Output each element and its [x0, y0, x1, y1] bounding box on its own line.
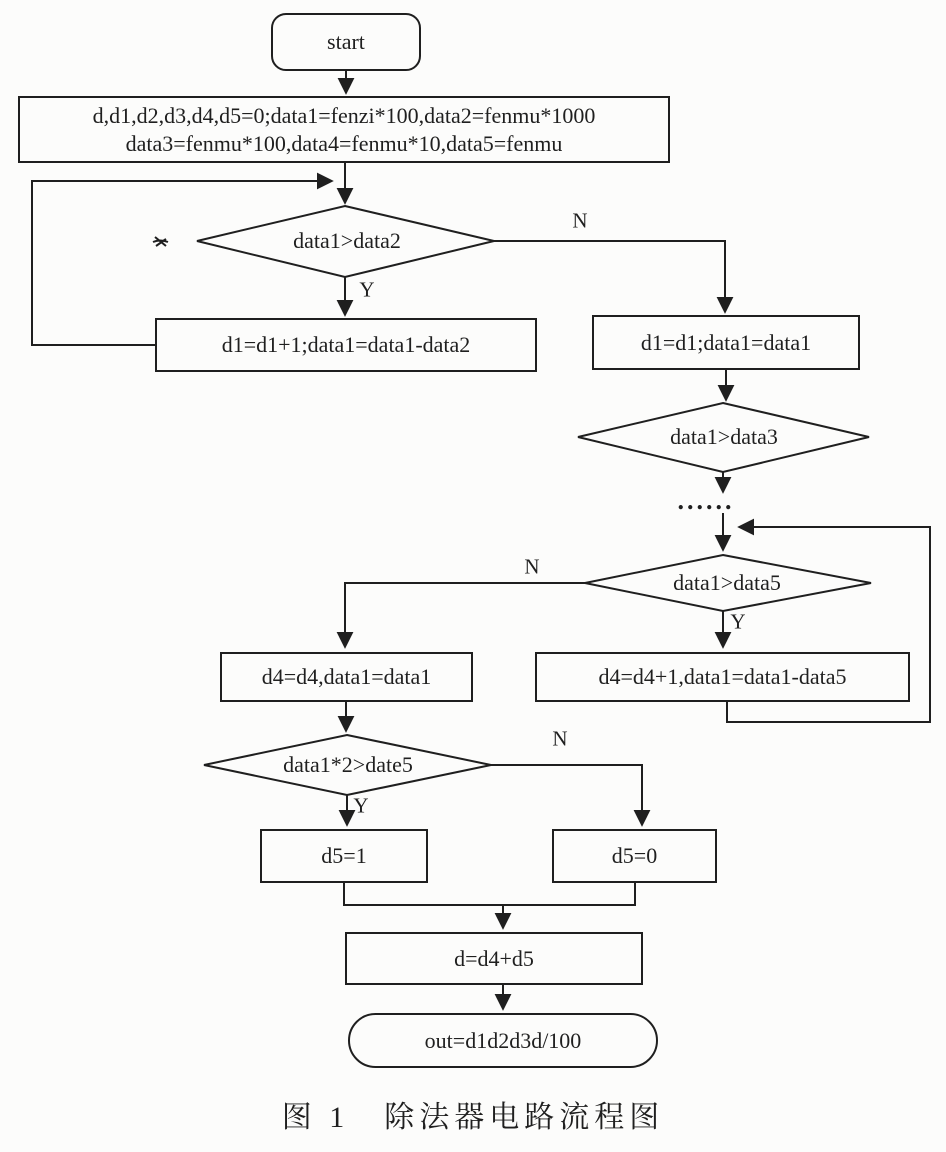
edge-d5-merge [344, 883, 635, 905]
edge-dec4-no [491, 765, 642, 824]
output-node [348, 1013, 658, 1068]
process-d5-one-label: d5=1 [321, 843, 367, 869]
edge-dec3-no [345, 583, 585, 646]
branch-dec4-no: N [552, 726, 568, 751]
start-node [271, 13, 421, 71]
process-d5-zero [552, 829, 717, 883]
branch-dec3-no: N [524, 554, 540, 579]
process-d5-zero-label: d5=0 [611, 843, 658, 869]
process-d4-hold-label: d4=d4,data1=data1 [261, 664, 432, 690]
decision-data1-gt-data2-label: data1>data2 [293, 228, 401, 253]
ink-smudge [153, 237, 168, 246]
process-sum-label: d=d4+d5 [454, 945, 534, 971]
decision-data1-gt-data5-label: data1>data5 [673, 570, 781, 595]
process-d1-hold-label: d1=d1;data1=data1 [640, 329, 812, 355]
start-label: start [327, 29, 365, 55]
init-node [18, 96, 670, 163]
figure-caption: 图 1 除法器电路流程图 [281, 1101, 665, 1134]
process-d4-hold [220, 652, 473, 702]
process-d4-increment-label: d4=d4+1,data1=data1-data5 [598, 664, 847, 690]
process-d1-increment-label: d1=d1+1;data1=data1-data2 [221, 332, 471, 358]
omitted-stages-ellipsis: ...... [677, 486, 735, 515]
output-label: out=d1d2d3d/100 [424, 1027, 582, 1053]
init-line2: data3=fenmu*100,data4=fenmu*10,data5=fenmu [125, 130, 563, 156]
init-line1: d,d1,d2,d3,d4,d5=0;data1=fenzi*100,data2=fenmu*1000 [92, 103, 596, 128]
decision-data1-gt-data3-label: data1>data3 [670, 424, 778, 449]
branch-dec1-no: N [572, 208, 588, 233]
process-d4-increment [535, 652, 910, 702]
decision-data1x2-gt-date5-label: data1*2>date5 [283, 752, 413, 777]
branch-dec4-yes: Y [353, 793, 369, 818]
branch-dec3-yes: Y [730, 609, 746, 634]
process-d1-hold [592, 315, 860, 370]
process-d1-increment [155, 318, 537, 372]
edge-dec1-no [494, 241, 725, 311]
branch-dec1-yes: Y [359, 277, 375, 302]
process-d5-one [260, 829, 428, 883]
process-sum [345, 932, 643, 985]
